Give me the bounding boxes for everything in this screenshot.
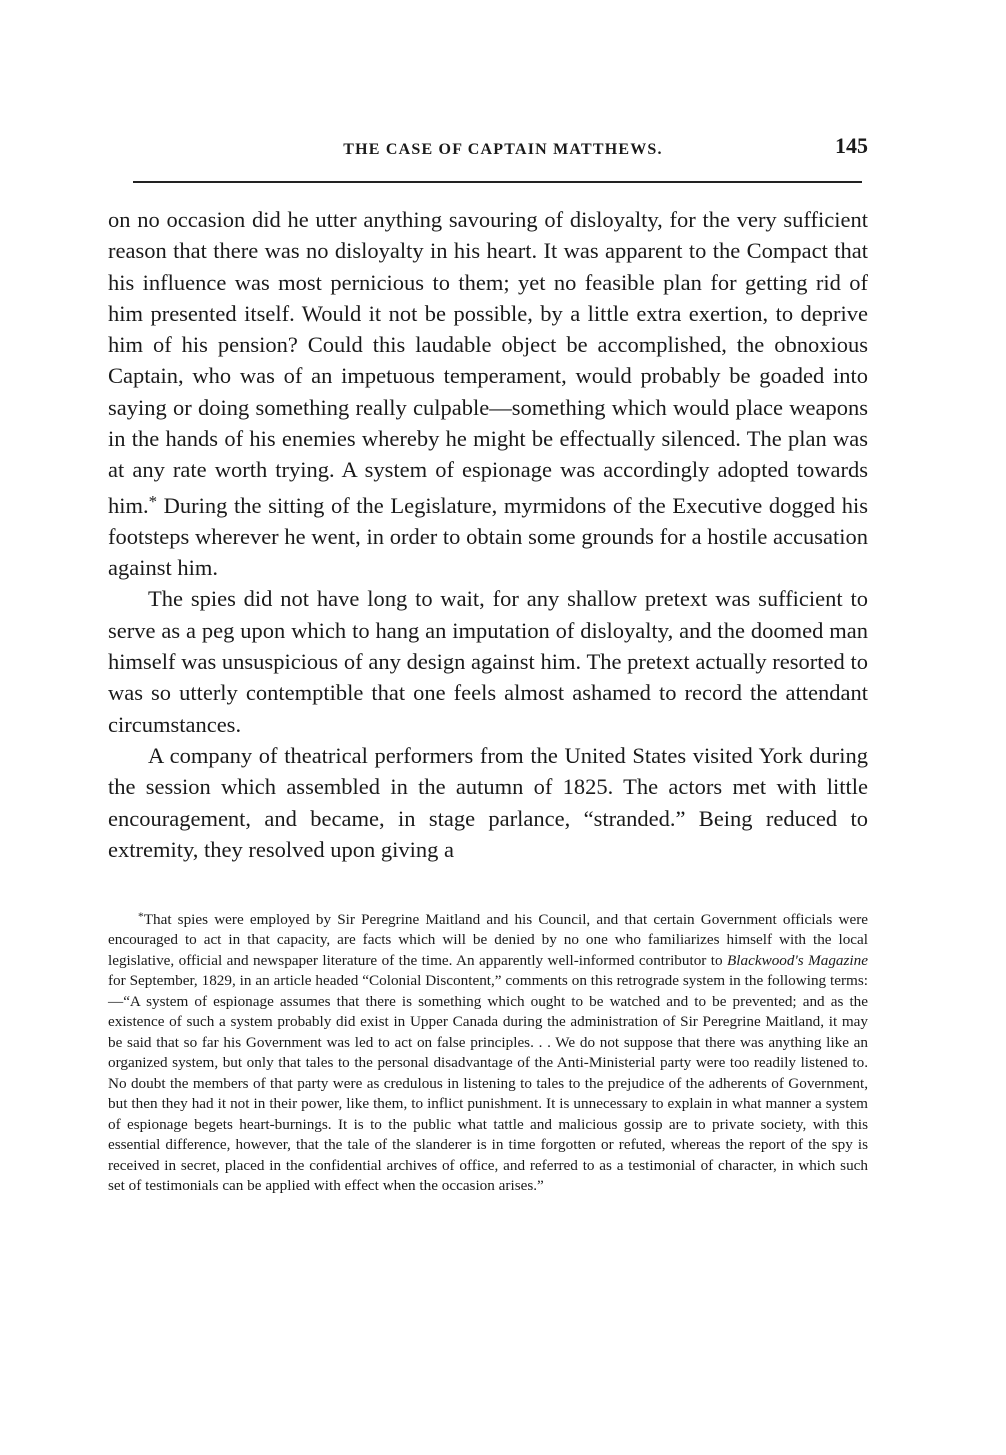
header-rule <box>133 181 862 183</box>
magazine-title: Blackwood's Magazine <box>727 951 868 969</box>
running-head: THE CASE OF CAPTAIN MATTHEWS. <box>343 141 663 158</box>
footnote <box>108 907 868 1197</box>
paragraph-3: A company of theatrical performers from the United States visited York during the session which assembled in the autumn of 1825. The actors met with little encouragement, and became, in stage parlance, “stranded.” Being reduced to extremity, they resolved upon giving a <box>108 742 868 862</box>
footnote-mark: * <box>138 911 144 923</box>
footnote-text-continued: for September, 1829, in an article headed “Colonial Discontent,” comments on this retrograde system in the following terms:—“A system of espionage assumes that there is something which ought to be watched and to be prevented; and as the existence of such a system probably did exist in Upper Canada during the administration of Sir Peregrine Maitland, it may be said that so far his Government was led to act on false principles. . . We do not suppose that there was anything like an organized system, but only that tales to the personal disadvantage of the Anti-Ministerial party were too readily listened to. No doubt the members of that party were as credulous in listening to tales to the prejudice of the adherents of Government, but then they had it not in their power, like them, to inflict punishment. It is unnecessary to explain in what manner a system of espionage begets heart-burnings. It is to the public what tattle and malicious gossip are to private society, with this essential difference, however, that the tale of the slanderer is in time forgotten or refuted, whereas the report of the spy is received in secret, placed in the confidential archives of office, and referred to as a testimonial of character, in which such set of testimonials can be applied with effect when the occasion arises.” <box>108 972 868 1195</box>
page-number: 145 <box>835 133 868 158</box>
paragraph-2: The spies did not have long to wait, for any shallow pretext was sufficient to serve as a peg upon which to hang an imputation of disloyalty, and the doomed man himself was unsuspicious of any design against him. The pretext actually resorted to was so utterly contemptible that one feels almost ashamed to record the attendant circumstances. <box>108 586 868 737</box>
page-header <box>108 133 868 167</box>
footnote-reference-mark: * <box>148 491 158 511</box>
body-text <box>108 204 868 865</box>
paragraph-1-text: on no occasion did he utter anything savouring of disloyalty, for the very sufficient reason that there was no disloyalty in his heart. It was apparent to the Compact that his influence was most pernicious to them; yet no feasible plan for getting rid of him presented itself. Would it not be possible, by a little extra exertion, to deprive him of his pension? Could this laudable object be accomplished, the obnoxious Captain, who was of an impetuous temperament, would probably be goaded into saying or doing something really culpable—something which would place weapons in the hands of his enemies whereby he might be effectually silenced. The plan was at any rate worth trying. A system of espionage was accordingly adopted towards him. <box>108 207 868 518</box>
paragraph-1 <box>108 204 868 583</box>
paragraph-1-text-continued: During the sitting of the Legislature, myrmidons of the Executive dogged his footsteps wherever he went, in order to obtain some grounds for a hostile accusation against him. <box>108 492 868 581</box>
footnote-block <box>108 907 868 1197</box>
footnote-text: That spies were employed by Sir Peregrine Maitland and his Council, and that certain Government officials were encouraged to act in that capacity, are facts which will be denied by no one who familiarizes himself with the local legislative, official and newspaper literature of the time. An apparently well-informed contributor to <box>108 910 868 969</box>
